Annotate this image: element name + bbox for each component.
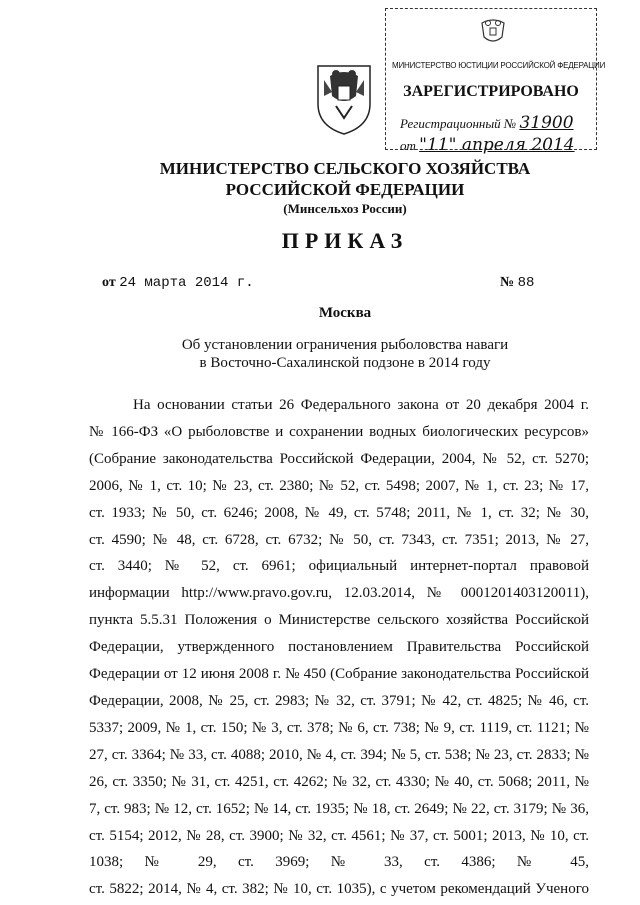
body-line: № 166-ФЗ «О рыболовстве и сохранении водных биологических ресурсов» xyxy=(89,423,589,440)
body-line: пункта 5.5.31 Положения о Министерстве сельского хозяйства Российской xyxy=(89,612,589,629)
body-line: Федерации, 2008, № 25, ст. 2983; № 32, ст. 3791; № 42, ст. 4825; № 46, ст. xyxy=(89,692,589,709)
subject-line1: Об установлении ограничения рыболовства наваги xyxy=(181,337,509,353)
order-date xyxy=(102,275,254,291)
order-date-prefix: от xyxy=(102,275,116,290)
ministry-title-line1: МИНИСТЕРСТВО СЕЛЬСКОГО ХОЗЯЙСТВА xyxy=(159,159,531,178)
ministry-short-name: (Минсельхоз России) xyxy=(283,201,407,216)
stamp-regnum-value: 31900 xyxy=(519,113,574,133)
stamp-ministry: МИНИСТЕРСТВО ЮСТИЦИИ РОССИЙСКОЙ ФЕДЕРАЦИИ xyxy=(392,61,606,70)
stamp-regnum xyxy=(400,113,574,133)
coat-of-arms-icon xyxy=(312,56,376,136)
body-line: Федерации, утвержденного постановлением Правительства Российской xyxy=(89,639,589,656)
stamp-date-label: от xyxy=(400,138,416,153)
body-line: ст. 5154; 2012, № 28, ст. 3900; № 32, ст. 4561; № 37, ст. 5001; 2013, № 10, ст. xyxy=(89,827,589,844)
body-line: 5337; 2009, № 1, ст. 150; № 3, ст. 378; № 6, ст. 738; № 9, ст. 1119, ст. 1121; № xyxy=(89,719,589,736)
body-line: Федерации от 12 июня 2008 г. № 450 (Собрание законодательства Российской xyxy=(89,666,589,683)
order-subject xyxy=(150,336,540,372)
body-line: 2006, № 1, ст. 10; № 23, ст. 2380; № 52, ст. 5498; 2007, № 1, ст. 23; № 17, xyxy=(89,477,589,494)
body-line: 26, ст. 3350; № 31, ст. 4251, ст. 4262; № 32, ст. 4330; № 40, ст. 5068; 2011, № xyxy=(89,773,589,790)
stamp-regnum-label: Регистрационный № xyxy=(400,116,517,131)
body-line: 7, ст. 983; № 12, ст. 1652; № 14, ст. 1935; № 18, ст. 2649; № 22, ст. 3179; № 36, xyxy=(89,800,589,817)
body-line: ст. 1933; № 50, ст. 6246; 2008, № 49, ст. 5748; 2011, № 1, ст. 32; № 30, xyxy=(89,504,589,521)
body-line: 27, ст. 3364; № 33, ст. 4088; 2010, № 4, ст. 394; № 5, ст. 538; № 23, ст. 2833; № xyxy=(89,746,589,763)
body-line: 1038; № 29, ст. 3969; № 33, ст. 4386; № 45, xyxy=(89,854,589,871)
body-line: ст. 5822; 2014, № 4, ст. 382; № 10, ст. 1035), с учетом рекомендаций Ученого xyxy=(89,881,589,898)
body-line: информации http://www.pravo.gov.ru, 12.03.2014, № 0001201403120011), xyxy=(89,585,589,602)
subject-line2: в Восточно-Сахалинской подзоне в 2014 году xyxy=(199,355,491,371)
ministry-title-line2: РОССИЙСКОЙ ФЕДЕРАЦИИ xyxy=(225,180,465,199)
order-date-value: 24 марта 2014 г. xyxy=(119,275,254,291)
order-number-label: № xyxy=(500,275,515,290)
order-number-value: 88 xyxy=(517,275,535,291)
city: Москва xyxy=(318,305,372,321)
registration-stamp xyxy=(385,8,606,155)
body-line: На основании статьи 26 Федерального закона от 20 декабря 2004 г. xyxy=(133,397,589,413)
order-body xyxy=(89,392,589,903)
stamp-date xyxy=(400,135,575,155)
stamp-registered: ЗАРЕГИСТРИРОВАНО xyxy=(403,83,579,100)
stamp-emblem-icon xyxy=(476,15,510,49)
body-line: ст. 4590; № 48, ст. 6728, ст. 6732; № 50, ст. 7343, ст. 7351; 2013, № 27, xyxy=(89,531,589,548)
order-number xyxy=(500,275,534,291)
body-line: ст. 3440; № 52, ст. 6961; официальный интернет-портал правовой xyxy=(89,558,589,575)
body-line: (Собрание законодательства Российской Федерации, 2004, № 52, ст. 5270; xyxy=(89,450,589,467)
document-type: ПРИКАЗ xyxy=(281,228,409,253)
stamp-date-value: "11" апреля 2014 xyxy=(419,135,575,155)
